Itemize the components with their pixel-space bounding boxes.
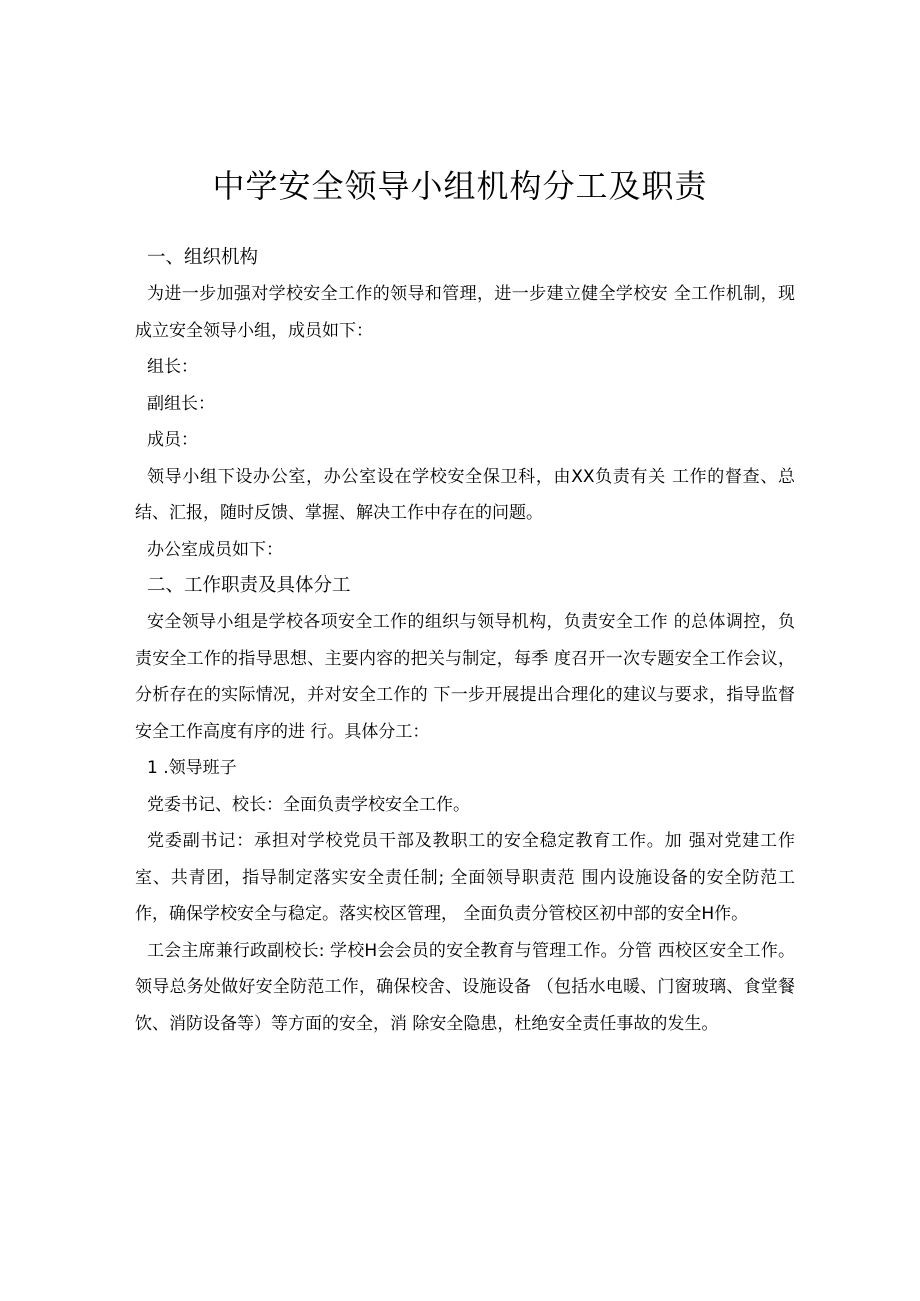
leader-label: 组长： bbox=[147, 357, 198, 377]
section-heading-duties: 二、工作职责及具体分工 bbox=[147, 575, 351, 596]
office-paragraph: 领导小组下设办公室，办公室设在学校安全保卫科，由XX负责有关 工作的督查、总结、汇报，随时反馈、掌握、解决工作中存在的问题。 bbox=[135, 466, 795, 523]
members-label: 成员： bbox=[147, 430, 198, 450]
duty-union-chair: 工会主席兼行政副校长: 学校H会会员的安全教育与管理工作。分管 西校区安全工作。领导总务处做好安全防范工作，确保校舍、设施设备 （包括水电暖、门窗玻璃、食堂餐饮、消防设备等）等方面的安全，消 除安全隐患，杜绝安全责任事故的发生。 bbox=[135, 940, 795, 1034]
organization-intro-paragraph: 为进一步加强对学校安全工作的领导和管理，进一步建立健全学校安 全工作机制，现成立安全领导小组，成员如下： bbox=[135, 284, 795, 341]
duty-party-secretary: 党委书记、校长：全面负责学校安全工作。 bbox=[147, 794, 470, 815]
leadership-subheading: 1 .领导班子 bbox=[147, 758, 237, 778]
section-heading-organization: 一、组织机构 bbox=[147, 247, 259, 268]
deputy-leader-label: 副组长： bbox=[147, 393, 215, 414]
duties-intro-paragraph: 安全领导小组是学校各项安全工作的组织与领导机构，负责安全工作 的总体调控，负责安全工作的指导思想、主要内容的把关与制定，每季 度召开一次专题安全工作会议，分析存在的实际情况，并对安全工作的 下一步开展提出合理化的建议与要求，指导监督安全工作高度有序的进 行。具体分工： bbox=[135, 612, 795, 742]
document-body bbox=[135, 240, 795, 1042]
duty-deputy-party-secretary: 党委副书记：承担对学校党员干部及教职工的安全稳定教育工作。加 强对党建工作室、共青团，指导制定落实安全责任制; 全面领导职责范 围内设施设备的安全防范工作，确保学校安全与稳定。落实校区管理， 全面负责分管校区初中部的安全H作。 bbox=[135, 831, 795, 924]
document-title: 中学安全领导小组机构分工及职责 bbox=[212, 167, 708, 205]
office-members-label: 办公室成员如下： bbox=[147, 539, 283, 560]
